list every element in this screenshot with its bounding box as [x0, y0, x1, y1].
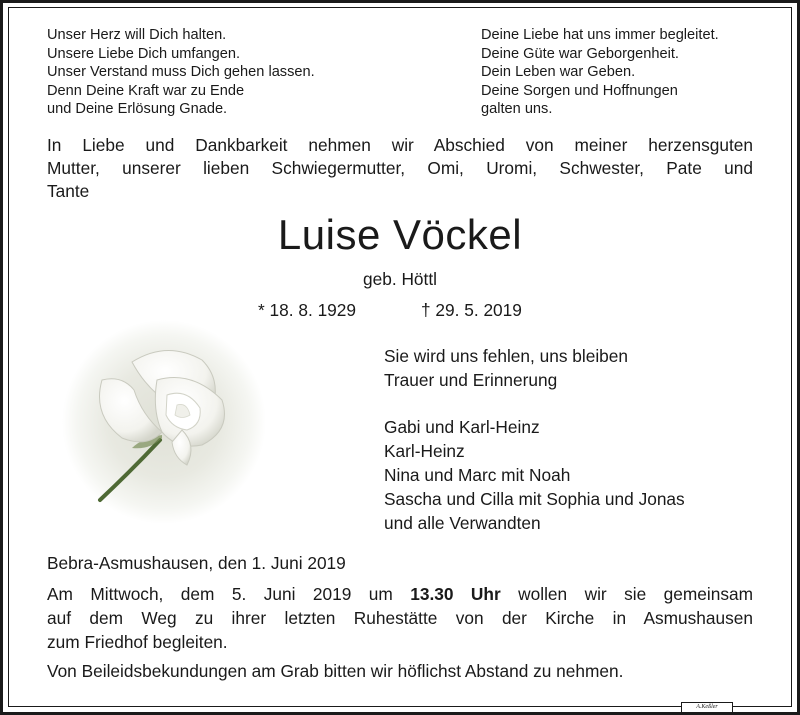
- closing-line: Sie wird uns fehlen, uns bleiben: [384, 346, 629, 366]
- verse-line: Unser Verstand muss Dich gehen lassen.: [47, 64, 315, 80]
- intro-line: Mutter, unserer lieben Schwiegermutter, Omi, Uromi, Schwester, Pate und: [47, 158, 753, 178]
- verse-right: [481, 26, 719, 119]
- birth-date: * 18. 8. 1929: [258, 300, 357, 320]
- maiden-name: geb. Höttl: [363, 269, 437, 289]
- funeral-time: 13.30 Uhr: [410, 584, 501, 604]
- intro-line: In Liebe und Dankbarkeit nehmen wir Abschied von meiner herzensguten: [47, 135, 753, 155]
- white-rose-icon: [62, 320, 267, 525]
- verse-line: galten uns.: [481, 101, 553, 117]
- funeral-line: [47, 582, 753, 606]
- verse-line: Dein Leben war Geben.: [481, 64, 636, 80]
- condolence-note: Von Beileidsbekundungen am Grab bitten wir höflichst Abstand zu nehmen.: [47, 661, 624, 681]
- closing-line: Trauer und Erinnerung: [384, 370, 558, 390]
- mourner: Gabi und Karl-Heinz: [384, 417, 540, 437]
- verse-line: Deine Sorgen und Hoffnungen: [481, 82, 678, 99]
- death-date: † 29. 5. 2019: [421, 300, 522, 320]
- mourner: Karl-Heinz: [384, 441, 465, 461]
- verse-line: Deine Liebe hat uns immer begleitet.: [481, 27, 719, 43]
- funeral-text: wollen wir sie gemeinsam: [500, 584, 753, 604]
- closing-block: [384, 344, 685, 535]
- verse-line: Unser Herz will Dich halten.: [47, 27, 227, 43]
- funeral-line: zum Friedhof begleiten.: [47, 632, 228, 652]
- place-date: Bebra-Asmushausen, den 1. Juni 2019: [47, 553, 346, 573]
- verse-line: und Deine Erlösung Gnade.: [47, 101, 228, 117]
- intro-text: [47, 134, 753, 203]
- verse-left: [47, 26, 315, 119]
- verse-line: Deine Güte war Geborgenheit.: [481, 45, 679, 62]
- deceased-name: Luise Vöckel: [277, 211, 523, 258]
- funeral-text: Am Mittwoch, dem 5. Juni 2019 um: [47, 584, 411, 604]
- mourner: und alle Verwandten: [384, 513, 541, 533]
- mourner: Nina und Marc mit Noah: [384, 465, 571, 485]
- designer-stamp: A.Keßler: [681, 702, 733, 713]
- funeral-line: auf dem Weg zu ihrer letzten Ruhestätte von der Kirche in Asmushausen: [47, 608, 753, 628]
- intro-line: Tante: [47, 181, 90, 201]
- spacer: [384, 392, 685, 415]
- verse-line: Unsere Liebe Dich umfangen.: [47, 45, 241, 62]
- verse-line: Denn Deine Kraft war zu Ende: [47, 82, 245, 99]
- mourner: Sascha und Cilla mit Sophia und Jonas: [384, 489, 685, 509]
- funeral-notice: [47, 582, 753, 654]
